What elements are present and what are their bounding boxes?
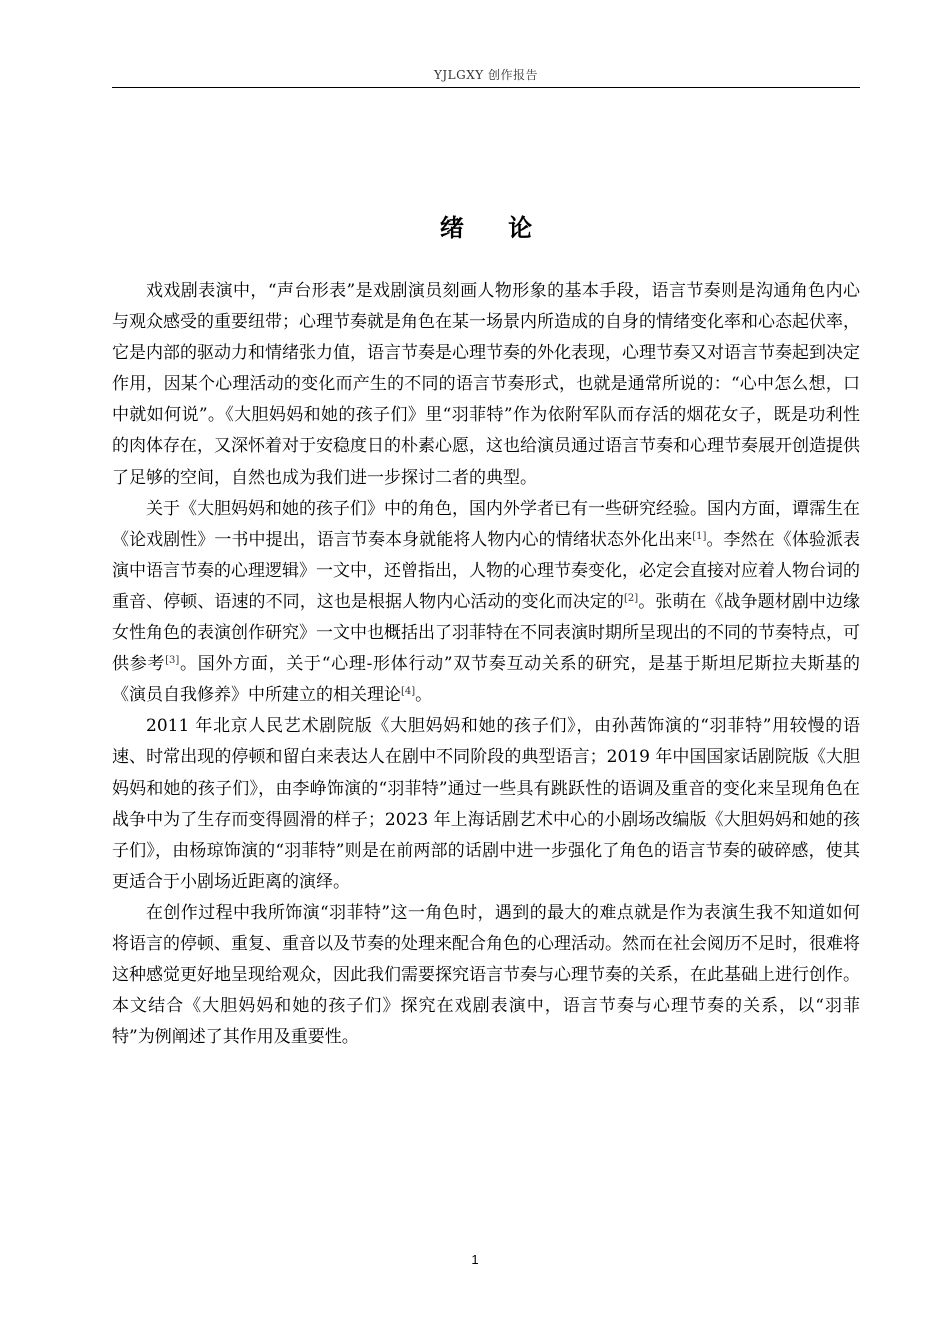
paragraph-2-text-1: 关于《大胆妈妈和她的孩子们》中的角色，国内外学者已有一些研究经验。国内方面，谭霈生在《论戏剧性》一书中提出，语言节奏本身就能将人物内心的情绪状态外化出来 xyxy=(112,498,860,550)
paragraph-4: 在创作过程中我所饰演“羽菲特”这一角色时，遇到的最大的难点就是作为表演生我不知道如何将语言的停顿、重复、重音以及节奏的处理来配合角色的心理活动。然而在社会阅历不足时，很难将这种感觉更好地呈现给观众，因此我们需要探究语言节奏与心理节奏的关系，在此基础上进行创作。本文结合《大胆妈妈和她的孩子们》探究在戏剧表演中，语言节奏与心理节奏的关系，以“羽菲特”为例阐述了其作用及重要性。 xyxy=(112,902,860,1048)
paragraph-2-text-5: 。 xyxy=(415,685,433,706)
citation-3: [3] xyxy=(165,655,180,667)
paragraph-2-text-2: 。李然在《体验派表演中语言节奏的心理逻辑》一文中，还曾指出，人物的心理节奏变化，必定会直接对应着人物台词的重音、停顿、语速的不同，这也是根据人物内心活动的变化而决定的 xyxy=(112,529,861,612)
paragraph-3: 2011 年北京人民艺术剧院版《大胆妈妈和她的孩子们》，由孙茜饰演的“羽菲特”用较慢的语速、时常出现的停顿和留白来表达人在剧中不同阶段的典型语言；2019 年中国国家话剧院版《大胆妈妈和她的孩子们》，由李峥饰演的“羽菲特”通过一些具有跳跃性的语调及重音的变化来呈现角色在战争中为了生存而变得圆滑的样子；2023 年上海话剧艺术中心的小剧场改编版《大胆妈妈和她的孩子们》，由杨琼饰演的“羽菲特”则是在前两部的话剧中进一步强化了角色的语言节奏的破碎感，使其更适合于小剧场近距离的演绎。 xyxy=(112,716,860,892)
page-number: 1 xyxy=(471,1252,479,1267)
citation-2: [2] xyxy=(623,592,639,604)
body-text xyxy=(112,276,860,1053)
section-title: 绪 论 xyxy=(439,213,551,242)
citation-1: [1] xyxy=(692,530,707,542)
citation-4: [4] xyxy=(401,686,416,698)
running-header: YJLGXY 创作报告 xyxy=(433,68,539,82)
paragraph-2-text-4: 。国外方面，关于“心理-形体行动”双节奏互动关系的研究，是基于斯坦尼斯拉夫斯基的《演员自我修养》中所建立的相关理论 xyxy=(112,654,861,706)
header-divider xyxy=(112,87,860,88)
paragraph-2 xyxy=(112,494,860,712)
paragraph-2-text-3: 。张萌在《战争题材剧中边缘女性角色的表演创作研究》一文中也概括出了羽菲特在不同表演时期所呈现出的不同的节奏特点，可供参考 xyxy=(112,591,861,675)
paragraph-1: 戏戏剧表演中，“声台形表”是戏剧演员刻画人物形象的基本手段，语言节奏则是沟通角色内心与观众感受的重要纽带；心理节奏就是角色在某一场景内所造成的自身的情绪变化率和心态起伏率，它是内部的驱动力和情绪张力值，语言节奏是心理节奏的外化表现，心理节奏又对语言节奏起到决定作用，因某个心理活动的变化而产生的不同的语言节奏形式，也就是通常所说的：“心中怎么想，口中就如何说”。《大胆妈妈和她的孩子们》里“羽菲特”作为依附军队而存活的烟花女子，既是功利性的肉体存在，又深怀着对于安稳度日的朴素心愿，这也给演员通过语言节奏和心理节奏展开创造提供了足够的空间，自然也成为我们进一步探讨二者的典型。 xyxy=(112,281,860,488)
